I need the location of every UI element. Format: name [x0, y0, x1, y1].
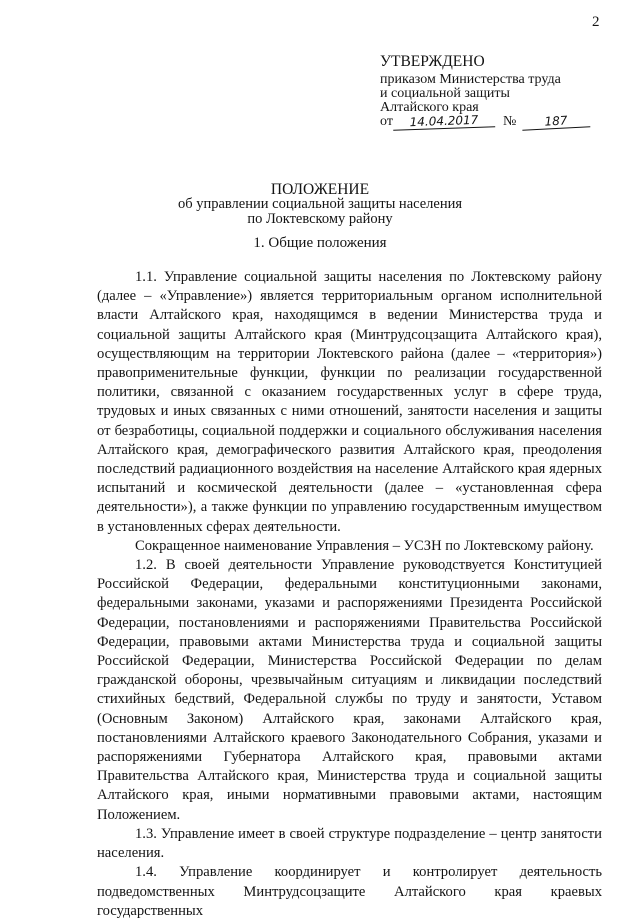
approval-order-line: приказом Министерства труда — [380, 72, 561, 87]
number-label: № — [502, 114, 517, 129]
approved-label: УТВЕРЖДЕНО — [380, 53, 485, 70]
date-prefix: от — [380, 114, 393, 129]
approval-stamp — [380, 52, 590, 129]
document-title — [0, 182, 640, 227]
paragraph-1-3: 1.3. Управление имеет в своей структуре подразделение – центр занятости населения. — [97, 825, 602, 862]
approval-date-line — [380, 112, 590, 130]
handwritten-number: 187 — [522, 113, 591, 131]
title-line-2: по Локтевскому району — [247, 211, 393, 227]
title-heading: ПОЛОЖЕНИЕ — [270, 181, 370, 198]
paragraph-1-2: 1.2. В своей деятельности Управление руководствуется Конституцией Российской Федерации, федеральными конституционными законами, федеральными законами, указами и распоряжениями Президента Российской Федерации, постановлениями и распоряжениями Правительства Российской Федерации, правовыми актами Министерства труда и социальной защиты Российской Федерации, Министерства Российской Федерации по делам гражданской обороны, чрезвычайным ситуациям и ликвидации последствий стихийных бедствий, Федеральной службы по труду и занятости, Уставом (Основным Законом) Алтайского края, законами Алтайского края, постановлениями Алтайского краевого Законодательного Собрания, указами и распоряжениями Губернатора Алтайского края, правовыми актами Правительства Алтайского края, Министерства труда и социальной защиты Алтайского края, иными нормативными правовыми актами, настоящим Положением. — [97, 557, 602, 823]
paragraph-short-name: Сокращенное наименование Управления – УСЗН по Локтевскому району. — [135, 537, 594, 554]
section-heading: 1. Общие положения — [253, 235, 387, 251]
paragraph-1-4: 1.4. Управление координирует и контролирует деятельность подведомственных Минтрудсоцзащите Алтайского края краевых государственных — [97, 864, 602, 919]
document-body — [97, 268, 602, 921]
title-line-1: об управлении социальной защиты населения — [177, 196, 463, 212]
approval-region-line: Алтайского края — [380, 100, 479, 115]
paragraph-1-1: 1.1. Управление социальной защиты населения по Локтевскому району (далее – «Управление») является территориальным органом исполнительной власти Алтайского края, находящимся в ведении Министерства труда и социальной защиты Алтайского края (Минтрудсоцзащита Алтайского края), осуществляющим на территории Локтевского района (далее – «территория») правоприменительные функции, функции по реализации государственной политики, связанной с оказанием государственных услуг в сфере труда, трудовых и иных связанных с ними отношений, занятости населения и защиты от безработицы, социальной поддержки и социального обслуживания населения Алтайского края, демографического развития Алтайского края, преодоления последствий радиационного воздействия на население Алтайского края ядерных испытаний и космической деятельности (далее – «установленная сфера деятельности»), а также функции по управлению государственным имуществом в установленных сферах деятельности. — [97, 269, 602, 535]
approval-ministry-line: и социальной защиты — [380, 86, 510, 101]
page-number: 2 — [592, 14, 600, 30]
handwritten-date: 14.04.2017 — [393, 113, 495, 131]
